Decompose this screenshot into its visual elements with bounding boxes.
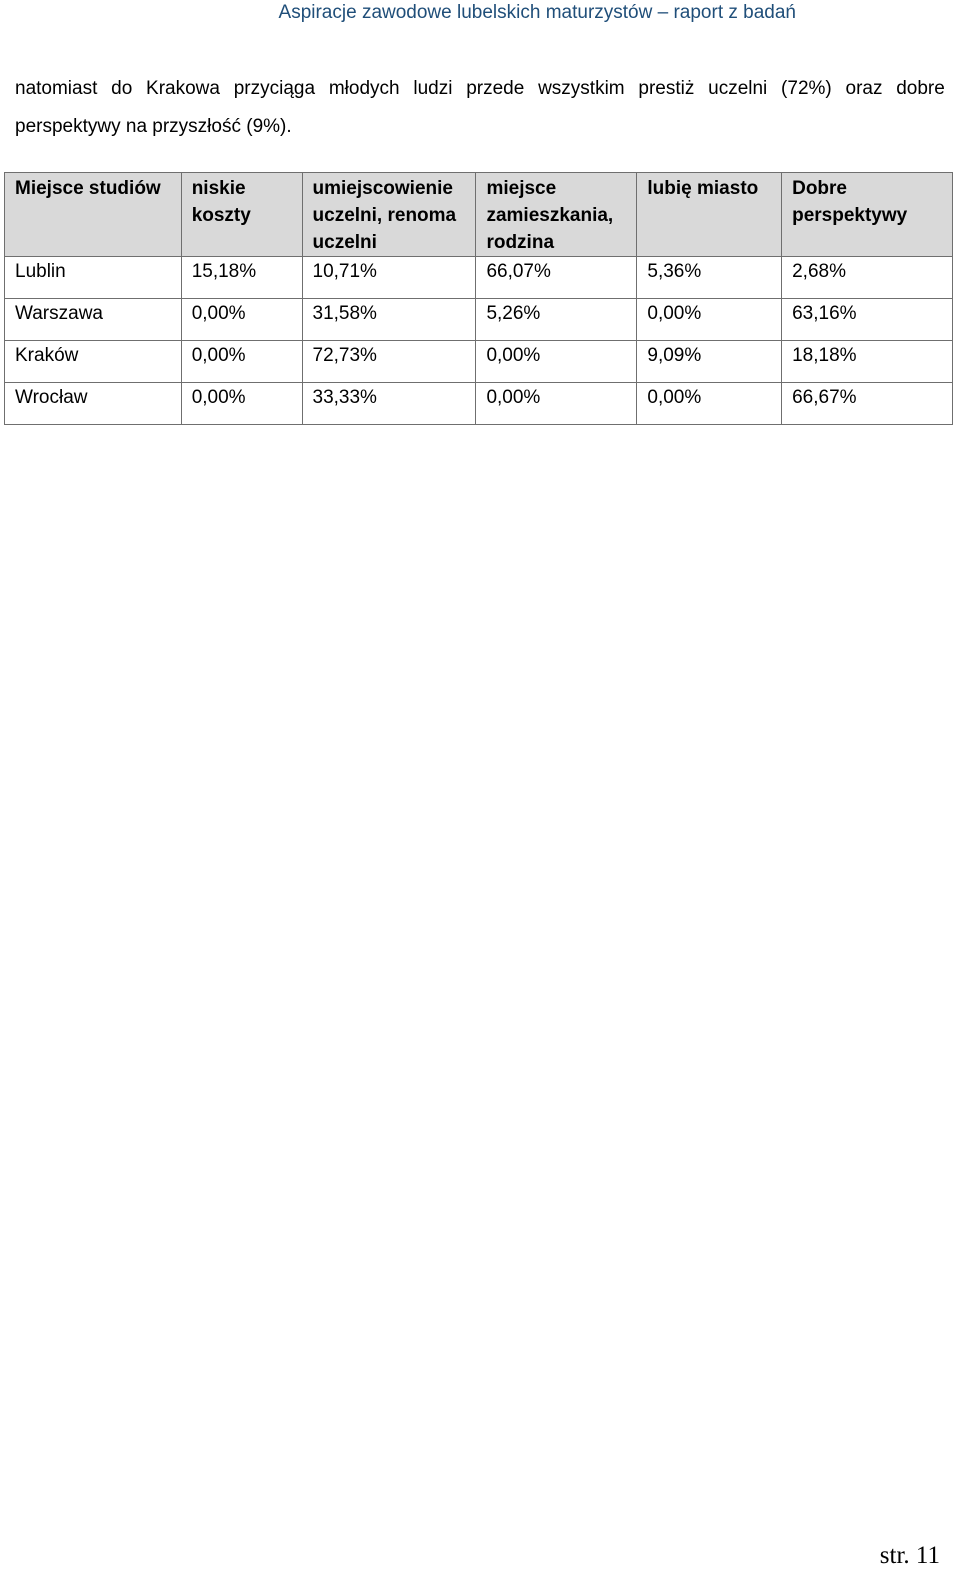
intro-word: natomiast <box>15 78 98 99</box>
value-cell-highlighted: 63,16% <box>782 299 953 341</box>
header-line: Dobre <box>792 178 848 199</box>
intro-word: uczelni <box>708 78 768 99</box>
value-cell-highlighted: 66,07% <box>476 257 637 299</box>
header-cell-place-of-study <box>5 173 182 257</box>
table-header-row <box>5 173 953 257</box>
study-location-table <box>4 172 953 425</box>
header-line: koszty <box>191 205 251 226</box>
header-cell-low-costs <box>181 173 302 257</box>
header-line: uczelni <box>312 232 377 253</box>
city-cell: Lublin <box>5 257 182 299</box>
value-cell: 0,00% <box>637 299 782 341</box>
table-row <box>5 383 953 425</box>
value-cell: 0,00% <box>181 299 302 341</box>
header-line: rodzina <box>486 232 555 253</box>
intro-word: Krakowa <box>146 78 220 99</box>
header-line: Miejsce studiów <box>15 178 161 199</box>
value-cell: 5,26% <box>476 299 637 341</box>
header-cell-residence-family <box>476 173 637 257</box>
table-row <box>5 257 953 299</box>
header-line: perspektywy <box>792 205 908 226</box>
page-number: str. 11 <box>879 1542 940 1569</box>
value-cell: 2,68% <box>782 257 953 299</box>
intro-word: do <box>111 78 133 99</box>
city-cell: Warszawa <box>5 299 182 341</box>
header-cell-university-location <box>302 173 476 257</box>
intro-word: ludzi <box>413 78 453 99</box>
header-line: niskie <box>191 178 246 199</box>
value-cell-highlighted: 72,73% <box>302 341 476 383</box>
value-cell-highlighted: 66,67% <box>782 383 953 425</box>
value-cell: 18,18% <box>782 341 953 383</box>
intro-paragraph <box>15 70 945 146</box>
header-line: miejsce <box>486 178 557 199</box>
intro-line-1 <box>15 70 945 108</box>
intro-word: dobre <box>896 78 945 99</box>
value-cell: 0,00% <box>476 341 637 383</box>
table-row <box>5 299 953 341</box>
header-cell-like-city <box>637 173 782 257</box>
intro-word: (72%) <box>781 78 832 99</box>
value-cell: 0,00% <box>476 383 637 425</box>
intro-line-2: perspektywy na przyszłość (9%). <box>15 116 292 137</box>
header-line: zamieszkania, <box>486 205 614 226</box>
value-cell: 9,09% <box>637 341 782 383</box>
intro-word: wszystkim <box>538 78 625 99</box>
value-cell: 0,00% <box>181 341 302 383</box>
header-line: uczelni, renoma <box>312 205 457 226</box>
city-cell: Wrocław <box>5 383 182 425</box>
value-cell: 5,36% <box>637 257 782 299</box>
running-header: Aspiracje zawodowe lubelskich maturzystów – raport z badań <box>278 2 796 23</box>
value-cell: 33,33% <box>302 383 476 425</box>
city-cell: Kraków <box>5 341 182 383</box>
value-cell: 10,71% <box>302 257 476 299</box>
intro-word: oraz <box>845 78 883 99</box>
value-cell: 0,00% <box>181 383 302 425</box>
value-cell: 15,18% <box>181 257 302 299</box>
value-cell: 0,00% <box>637 383 782 425</box>
header-cell-good-prospects <box>782 173 953 257</box>
intro-word: prestiż <box>638 78 695 99</box>
intro-word: przede <box>466 78 525 99</box>
table-row <box>5 341 953 383</box>
header-line: umiejscowienie <box>312 178 453 199</box>
header-line: lubię miasto <box>647 178 759 199</box>
intro-word: młodych <box>328 78 400 99</box>
value-cell: 31,58% <box>302 299 476 341</box>
intro-word: przyciąga <box>233 78 316 99</box>
